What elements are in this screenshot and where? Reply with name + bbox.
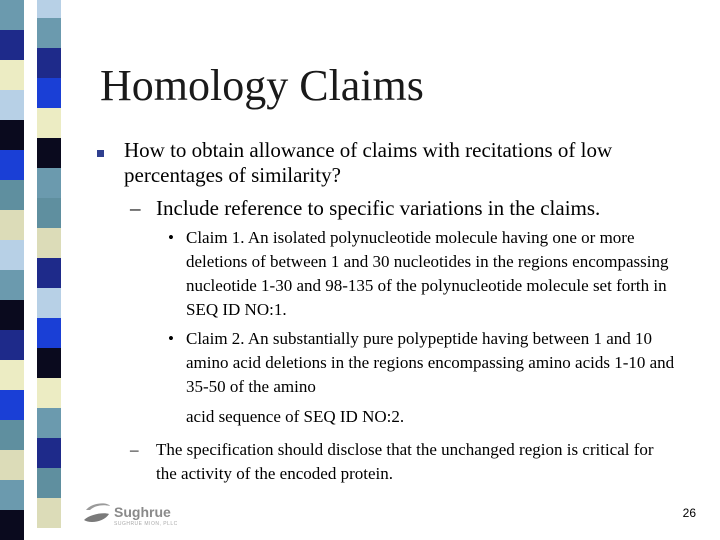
strip-block: [0, 120, 24, 150]
strip-block: [0, 0, 24, 30]
strip-block: [0, 510, 24, 540]
dash-icon: –: [130, 196, 141, 220]
strip-block: [0, 420, 24, 450]
claim-2-continuation: [168, 405, 688, 429]
strip-block: [37, 348, 61, 378]
strip-block: [0, 480, 24, 510]
strip-block: [37, 468, 61, 498]
sub-bullet-2: [130, 438, 670, 486]
strip-block: [37, 108, 61, 138]
strip-block: [37, 138, 61, 168]
strip-block: [0, 450, 24, 480]
logo-name: Sughrue: [114, 504, 171, 520]
slide-title: Homology Claims: [100, 61, 424, 110]
claim-2-text: Claim 2. An substantially pure polypeptide having between 1 and 10 amino acid deletions in the regions encompassing amino acids 1-10 and 35-50 of the amino: [186, 329, 675, 396]
strip-block: [0, 180, 24, 210]
sub-bullet-1: [130, 196, 600, 221]
strip-block: [0, 30, 24, 60]
strip-block: [37, 198, 61, 228]
swoosh-icon: [82, 500, 112, 528]
strip-block: [37, 0, 61, 18]
strip-block: [37, 288, 61, 318]
dot-bullet-icon: •: [168, 329, 174, 348]
strip-block: [37, 498, 61, 528]
claim-1-item: [168, 226, 688, 322]
logo-tagline: SUGHRUE MION, PLLC: [114, 521, 178, 527]
sub-bullet-2-text: The specification should disclose that the unchanged region is critical for the activity of the encoded protein.: [156, 440, 654, 483]
claim-2-item: [168, 327, 688, 399]
sughrue-logo: [82, 500, 202, 532]
dash-icon: –: [130, 440, 139, 459]
strip-block: [37, 318, 61, 348]
sub-bullet-1-text: Include reference to specific variations in the claims.: [156, 196, 601, 220]
strip-block: [0, 210, 24, 240]
main-bullet-text: How to obtain allowance of claims with recitations of low percentages of similarity?: [124, 138, 613, 187]
strip-block: [0, 90, 24, 120]
claim-2-cont-text: acid sequence of SEQ ID NO:2.: [186, 407, 405, 426]
strip-block: [37, 438, 61, 468]
claim-1-text: Claim 1. An isolated polynucleotide molecule having one or more deletions of between 1 and 30 nucleotides in the regions encompassing nucleotide 1-30 and 98-135 of the polynucleotide molecule set forth in SEQ ID NO:1.: [186, 228, 669, 319]
strip-block: [0, 330, 24, 360]
strip-block: [0, 360, 24, 390]
left-decorative-strip: [0, 0, 24, 540]
strip-block: [0, 390, 24, 420]
strip-block: [0, 300, 24, 330]
strip-block: [0, 270, 24, 300]
strip-block: [0, 60, 24, 90]
dot-bullet-icon: •: [168, 228, 174, 247]
strip-block: [37, 258, 61, 288]
strip-block: [37, 168, 61, 198]
strip-block: [0, 150, 24, 180]
strip-block: [0, 240, 24, 270]
strip-block: [37, 48, 61, 78]
strip-block: [37, 408, 61, 438]
strip-block: [37, 378, 61, 408]
strip-block: [37, 78, 61, 108]
strip-block: [37, 228, 61, 258]
right-decorative-strip: [37, 0, 61, 540]
page-number: 26: [682, 506, 696, 520]
strip-block: [37, 18, 61, 48]
square-bullet-icon: [97, 150, 104, 157]
